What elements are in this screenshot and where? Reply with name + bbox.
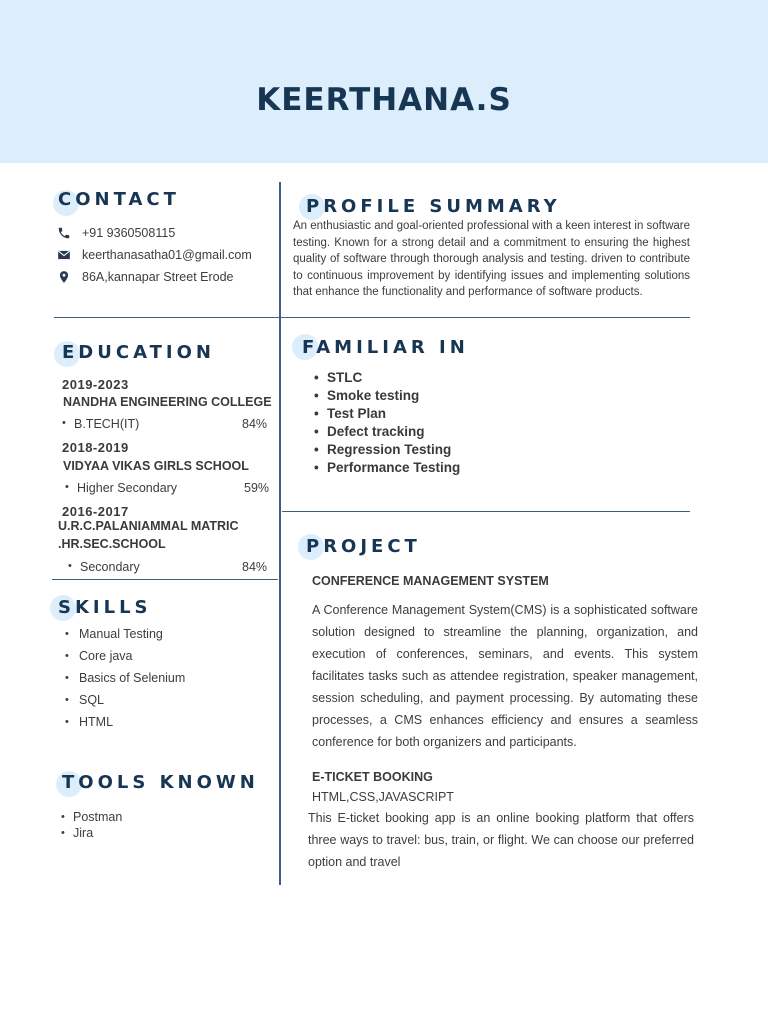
candidate-name: KEERTHANA.S: [256, 82, 512, 118]
divider-familiar: [282, 511, 690, 512]
education-title: EDUCATION: [62, 342, 215, 363]
education-school-3b: .HR.SEC.SCHOOL: [58, 537, 166, 551]
project-1-description: A Conference Management System(CMS) is a sophisticated software solution designed to streamline the planning, organization, and execution of conferences, seminars, and events. This system facilitates tasks such as attendee registration, speaker management, session scheduling, and payment processing. By automating these processes, a CMS enhances efficiency and ensures a seamless conference for both organizers and participants.: [312, 603, 698, 749]
education-years-2: 2018-2019: [62, 440, 129, 455]
skill-item: • Basics of Selenium: [79, 667, 185, 689]
skill-item: • HTML: [79, 711, 185, 733]
education-score-2: 59%: [244, 481, 270, 495]
tools-list: [73, 809, 122, 841]
education-degree-3: • Secondary: [80, 560, 140, 574]
familiar-item: • Regression Testing: [327, 441, 460, 459]
tool-item: • Postman: [73, 809, 122, 825]
skill-item: • Core java: [79, 645, 185, 667]
education-school-2: VIDYAA VIKAS GIRLS SCHOOL: [63, 459, 249, 473]
education-degree-2: • Higher Secondary: [77, 481, 177, 495]
education-score-3: 84%: [242, 560, 268, 574]
contact-email: keerthanasatha01@gmail.com: [82, 248, 252, 262]
education-school-1: NANDHA ENGINEERING COLLEGE: [63, 395, 272, 409]
familiar-item: • Performance Testing: [327, 459, 460, 477]
tool-item: • Jira: [73, 825, 122, 841]
contact-title: CONTACT: [58, 189, 180, 210]
tools-title: TOOLS KNOWN: [62, 772, 259, 793]
familiar-item: • Smoke testing: [327, 387, 460, 405]
profile-title: PROFILE SUMMARY: [306, 196, 561, 217]
education-score-1: 84%: [242, 417, 268, 431]
familiar-item: • Defect tracking: [327, 423, 460, 441]
project-2-description: This E-ticket booking app is an online booking platform that offers three ways to travel: bus, train, or flight. We can choose our preferred option and travel: [308, 811, 694, 869]
skill-item: • SQL: [79, 689, 185, 711]
contact-address: 86A,kannapar Street Erode: [82, 270, 234, 284]
project-1-title: CONFERENCE MANAGEMENT SYSTEM: [312, 574, 549, 588]
familiar-list: [327, 369, 460, 477]
education-school-3a: U.R.C.PALANIAMMAL MATRIC: [58, 519, 239, 533]
profile-summary-text: An enthusiastic and goal-oriented professional with a keen interest in software testing. Known for a strong detail and a commitment to ensuring the highest quality of software through thorough analysis and testing. driven to contribute to continuous improvement by identifying issues and implementing solutions that enhance the functionality and performance of software products.: [293, 220, 690, 298]
contact-phone: +91 9360508115: [82, 226, 176, 240]
skill-item: • Manual Testing: [79, 623, 185, 645]
familiar-item: • STLC: [327, 369, 460, 387]
column-divider: [279, 182, 281, 885]
skills-list: [79, 623, 185, 733]
project-2-title: E-TICKET BOOKING: [312, 770, 433, 784]
project-title: PROJECT: [306, 536, 421, 557]
education-degree-1: • B.TECH(IT): [74, 417, 139, 431]
divider-education: [52, 579, 278, 580]
skills-title: SKILLS: [58, 597, 152, 618]
education-years-3: 2016-2017: [62, 504, 129, 519]
education-years-1: 2019-2023: [62, 377, 129, 392]
divider-top: [54, 317, 690, 318]
familiar-item: • Test Plan: [327, 405, 460, 423]
project-2-tech: HTML,CSS,JAVASCRIPT: [312, 790, 454, 804]
phone-icon: [57, 226, 71, 240]
location-pin-icon: [57, 270, 71, 284]
email-icon: [57, 248, 71, 262]
familiar-title: FAMILIAR IN: [302, 337, 469, 358]
